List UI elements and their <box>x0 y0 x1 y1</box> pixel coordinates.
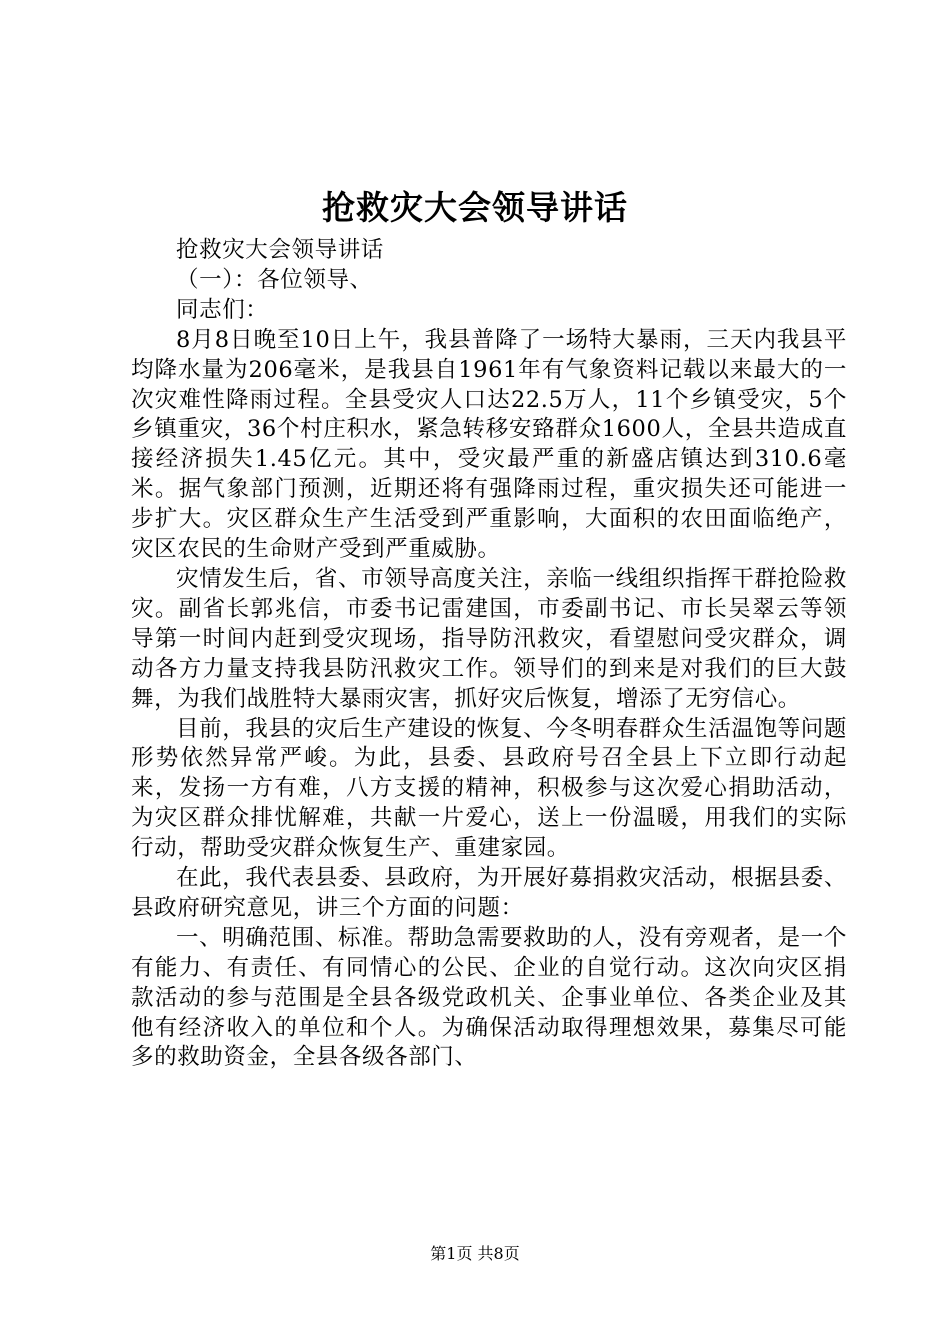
body-paragraph: 在此，我代表县委、县政府，为开展好募捐救灾活动，根据县委、县政府研究意见，讲三个方面的问题： <box>131 865 847 921</box>
body-paragraph: 目前，我县的灾后生产建设的恢复、今冬明春群众生活温饱等问题形势依然异常严峻。为此，县委、县政府号召全县上下立即行动起来，发扬一方有难，八方支援的精神，积极参与这次爱心捐助活动，为灾区群众排忧解难，共献一片爱心，送上一份温暖，用我们的实际行动，帮助受灾群众恢复生产、重建家园。 <box>131 715 847 862</box>
body-paragraph: 灾情发生后，省、市领导高度关注，亲临一线组织指挥干群抢险救灾。副省长郭兆信，市委书记雷建国，市委副书记、市长吴翠云等领导第一时间内赶到受灾现场，指导防汛救灾，看望慰问受灾群众，调动各方力量支持我县防汛救灾工作。领导们的到来是对我们的巨大鼓舞，为我们战胜特大暴雨灾害，抓好灾后恢复，增添了无穷信心。 <box>131 565 847 712</box>
body-paragraph: 一、明确范围、标准。帮助急需要救助的人，没有旁观者，是一个有能力、有责任、有同情心的公民、企业的自觉行动。这次向灾区捐款活动的参与范围是全县各级党政机关、企事业单位、各类企业及其他有经济收入的单位和个人。为确保活动取得理想效果，募集尽可能多的救助资金，全县各级各部门、 <box>131 924 847 1071</box>
document-body <box>131 236 847 1073</box>
page-number-footer: 第1页 共8页 <box>430 1244 520 1263</box>
body-paragraph: （一）：各位领导、 <box>176 266 373 293</box>
body-paragraph: 8月8日晚至10日上午，我县普降了一场特大暴雨，三天内我县平均降水量为206毫米，是我县自1961年有气象资料记载以来最大的一次灾难性降雨过程。全县受灾人口达22.5万人，11个乡镇受灾，5个乡镇重灾，36个村庄积水，紧急转移安臵群众1600人，全县共造成直接经济损失1.45亿元。其中，受灾最严重的新盛店镇达到310.6毫米。据气象部门预测，近期还将有强降雨过程，重灾损失还可能进一步扩大。灾区群众生产生活受到严重影响，大面积的农田面临绝产，灾区农民的生命财产受到严重威胁。 <box>131 326 847 563</box>
document-title: 抢救灾大会领导讲话 <box>322 188 628 227</box>
body-paragraph: 同志们： <box>176 296 269 323</box>
body-paragraph: 抢救灾大会领导讲话 <box>176 237 384 263</box>
